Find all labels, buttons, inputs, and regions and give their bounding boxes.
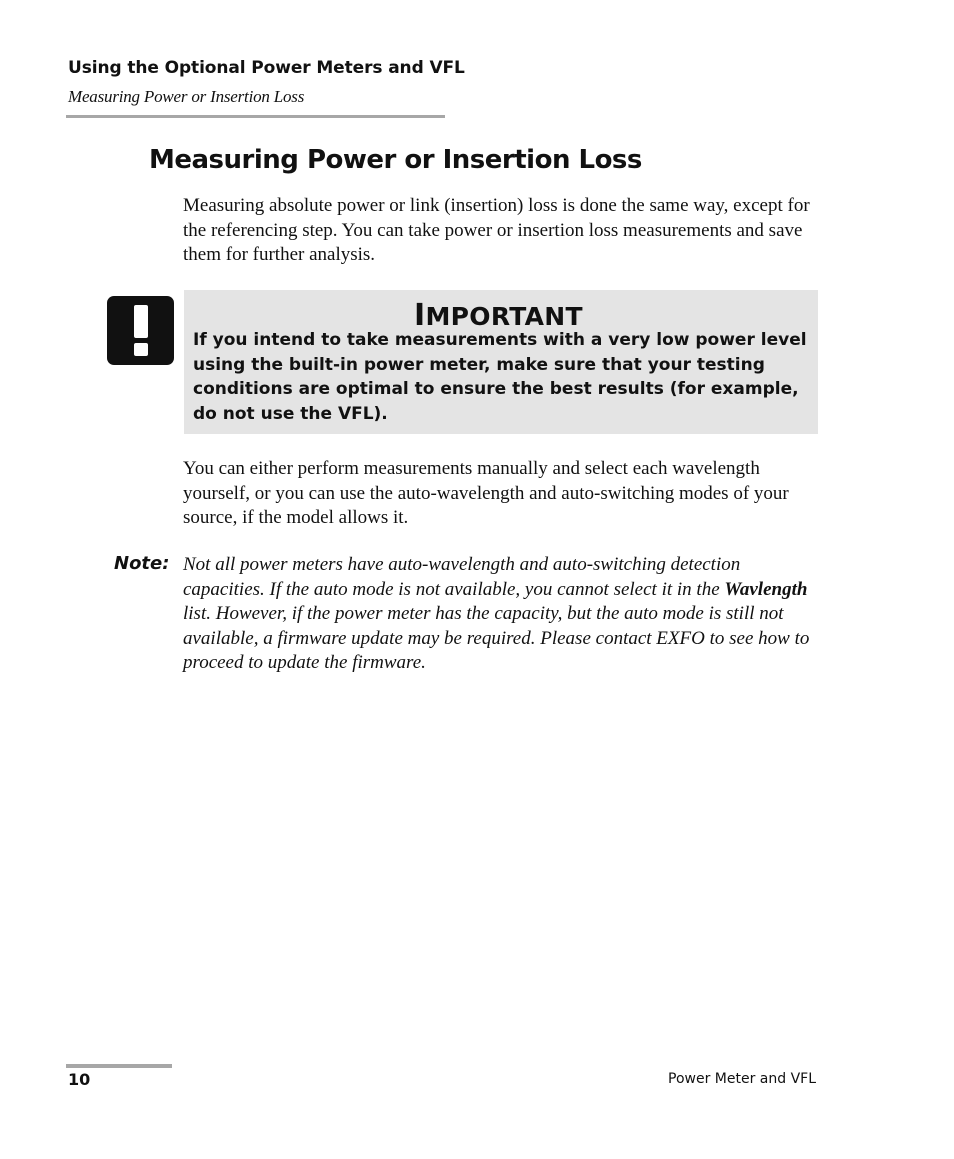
important-heading-rest: MPORTANT [425,302,583,331]
footer-divider [66,1064,172,1068]
exclamation-icon-dot [134,343,148,356]
note-emphasis: Wavlength [724,578,808,600]
important-heading-initial: I [414,298,426,333]
important-callout [184,290,818,434]
header-divider [66,115,445,118]
running-header-subtitle: Measuring Power or Insertion Loss [68,87,305,106]
important-text: If you intend to take measurements with a very low power level using the built-in power meter, make sure that your testing conditions are optimal to ensure the best results (for example, do not use the VFL). [193,330,807,424]
note-text-after: list. However, if the power meter has the capacity, but the auto mode is still not available, a firmware update may be required. Please contact EXFO to see how to proceed to update the firmware. [183,603,810,674]
body-paragraph: You can either perform measurements manually and select each wavelength yourself, or you can use the auto-wavelength and auto-switching modes of your source, if the model allows it. [183,458,789,529]
exclamation-icon [107,296,174,365]
note-text-before: Not all power meters have auto-wavelength and auto-switching detection capacities. If the auto mode is not available, you cannot select it in the [183,554,741,600]
intro-paragraph: Measuring absolute power or link (insertion) loss is done the same way, except for the referencing step. You can take power or insertion loss measurements and save them for further analysis. [183,195,810,266]
running-header-title: Using the Optional Power Meters and VFL [68,58,465,78]
note-label: Note: [114,553,170,574]
note-text [183,553,823,676]
footer-manual-title: Power Meter and VFL [668,1071,816,1087]
page-number: 10 [68,1070,91,1089]
section-title: Measuring Power or Insertion Loss [149,145,642,175]
exclamation-icon-bar [134,305,148,338]
